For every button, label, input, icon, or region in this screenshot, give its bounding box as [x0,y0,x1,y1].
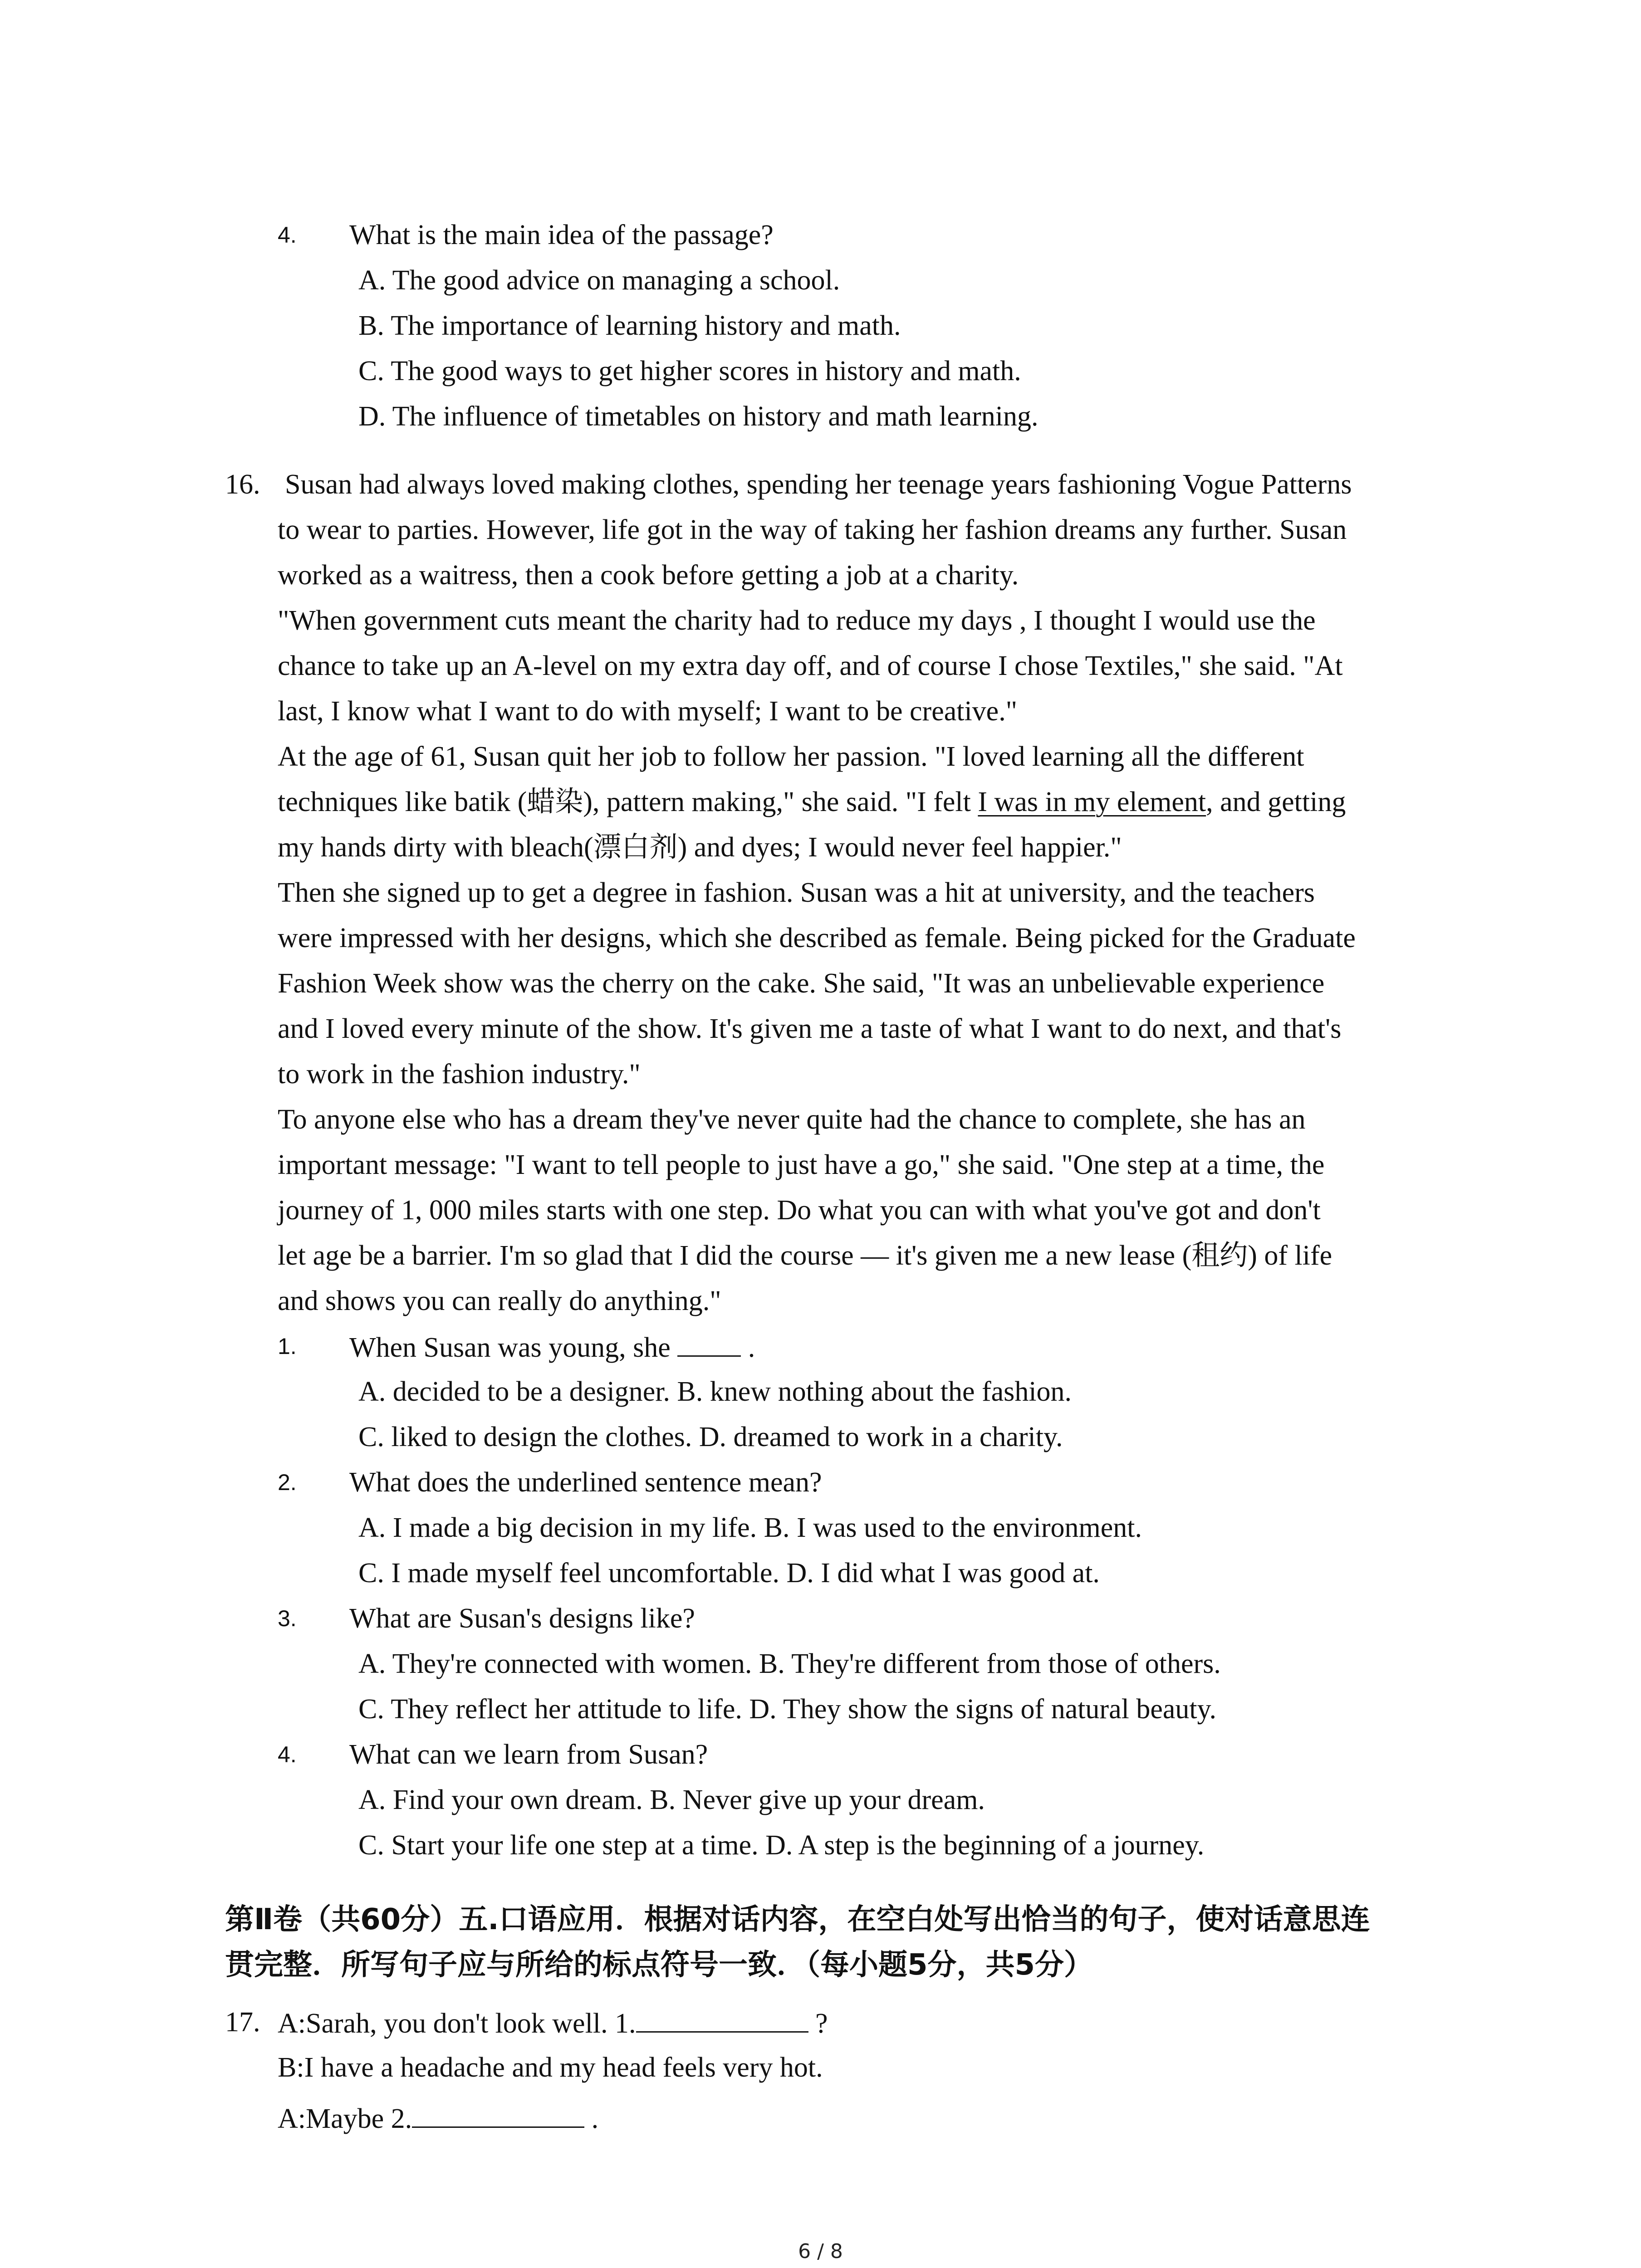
passage-line: Fashion Week show was the cherry on the cake. She said, "It was an unbelievable experience [278,968,1325,999]
passage-line [278,784,1346,820]
dialogue-text: A:Sarah, you don't look well. 1. [278,2008,636,2039]
question-number: 4. [278,1742,297,1767]
passage-line: At the age of 61, Susan quit her job to follow her passion. "I loved learning all the different [278,741,1304,772]
answer-blank[interactable] [677,1328,741,1357]
option-d: D. The influence of timetables on history and math learning. [358,401,1038,432]
option-row: C. liked to design the clothes. D. dreamed to work in a charity. [358,1422,1063,1452]
stem-text: . [748,1332,755,1363]
passage-line: to wear to parties. However, life got in the way of taking her fashion dreams any further. Susan [278,514,1347,545]
underlined-sentence: I was in my element [978,787,1206,817]
option-row: A. Find your own dream. B. Never give up your dream. [358,1784,985,1815]
passage-line: let age be a barrier. I'm so glad that I did the course — it's given me a new lease (租约) of life [278,1240,1332,1271]
option-c: C. The good ways to get higher scores in history and math. [358,356,1021,386]
question-number: 16. [225,469,260,500]
question-number: 1. [278,1334,297,1359]
passage-line: worked as a waitress, then a cook before getting a job at a charity. [278,560,1019,591]
passage-line: chance to take up an A-level on my extra day off, and of course I chose Textiles," she said. "At [278,650,1343,681]
passage-text: , and getting [1206,787,1346,817]
page-number: 6 / 8 [798,2240,843,2263]
option-row: C. I made myself feel uncomfortable. D. I did what I was good at. [358,1558,1100,1589]
passage-line: journey of 1, 000 miles starts with one step. Do what you can with what you've got and don't [278,1195,1321,1226]
option-row: A. They're connected with women. B. They're different from those of others. [358,1648,1221,1679]
answer-blank[interactable] [412,2099,584,2128]
option-row: A. I made a big decision in my life. B. I was used to the environment. [358,1512,1142,1543]
dialogue-text: . [591,2103,599,2134]
option-row: C. Start your life one step at a time. D. A step is the beginning of a journey. [358,1830,1205,1861]
dialogue-text: ? [815,2008,828,2039]
passage-line: and shows you can really do anything." [278,1286,721,1316]
passage-line: "When government cuts meant the charity had to reduce my days , I thought I would use the [278,605,1316,636]
question-stem: What are Susan's designs like? [349,1603,695,1634]
dialogue-line: B:I have a headache and my head feels very hot. [278,2052,823,2083]
passage-line: To anyone else who has a dream they've never quite had the chance to complete, she has an [278,1104,1306,1135]
option-a: A. The good advice on managing a school. [358,265,840,296]
question-stem: What is the main idea of the passage? [349,220,774,250]
option-b: B. The importance of learning history and math. [358,310,901,341]
passage-line: my hands dirty with bleach(漂白剂) and dyes; I would never feel happier." [278,832,1122,863]
passage-text: techniques like batik (蜡染), pattern making," she said. "I felt [278,787,978,817]
stem-text: When Susan was young, she [349,1332,671,1363]
option-row: A. decided to be a designer. B. knew nothing about the fashion. [358,1376,1072,1407]
question-number: 2. [278,1470,297,1495]
dialogue-text: A:Maybe 2. [278,2103,412,2134]
passage-line: last, I know what I want to do with myself; I want to be creative." [278,696,1018,727]
option-row: C. They reflect her attitude to life. D. They show the signs of natural beauty. [358,1694,1217,1725]
answer-blank[interactable] [636,2004,808,2033]
passage-line: important message: "I want to tell people to just have a go," she said. "One step at a time, the [278,1149,1325,1180]
section-heading: 贯完整．所写句子应与所给的标点符号一致．（每小题5分，共5分） [225,1948,1093,1982]
passage-line: to work in the fashion industry." [278,1059,641,1090]
passage-line: were impressed with her designs, which she described as female. Being picked for the Graduate [278,923,1356,953]
question-number: 3. [278,1606,297,1631]
passage-line: Then she signed up to get a degree in fashion. Susan was a hit at university, and the teachers [278,877,1315,908]
question-stem: What does the underlined sentence mean? [349,1467,822,1498]
question-stem [349,1328,755,1366]
section-heading: 第Ⅱ卷（共60分）五.口语应用．根据对话内容，在空白处写出恰当的句子，使对话意思连 [225,1903,1370,1936]
passage-line: and I loved every minute of the show. It's given me a taste of what I want to do next, and that's [278,1013,1342,1044]
question-stem: What can we learn from Susan? [349,1739,708,1770]
question-number: 17. [225,2007,260,2038]
passage-line: Susan had always loved making clothes, spending her teenage years fashioning Vogue Patterns [285,469,1352,500]
dialogue-line [278,2004,828,2042]
question-number: 4. [278,222,297,248]
dialogue-line [278,2099,598,2137]
